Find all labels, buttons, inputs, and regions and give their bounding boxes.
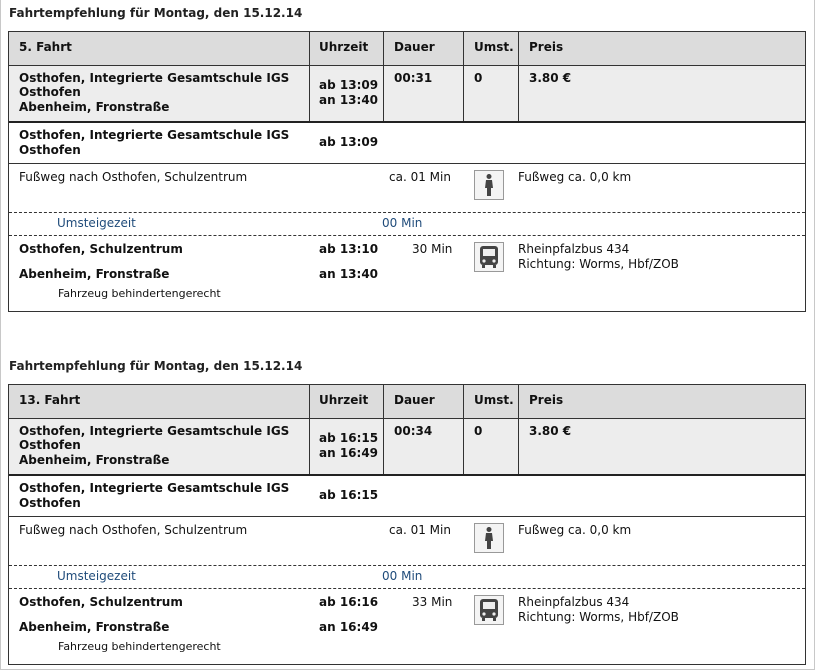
transfer-time: 00 Min <box>382 216 423 230</box>
walk-row <box>9 517 805 566</box>
start-time: ab 13:09 <box>319 135 379 149</box>
start-stop-row <box>9 476 805 517</box>
summary-duration: 00:31 <box>394 71 433 85</box>
start-stop-city: Osthofen <box>19 143 81 157</box>
walk-info: Fußweg ca. 0,0 km <box>518 170 632 184</box>
trip-summary[interactable] <box>9 419 805 476</box>
summary-departure: ab 13:09 <box>319 78 379 92</box>
trip-number: 13. Fahrt <box>19 393 81 407</box>
summary-from-city: Osthofen <box>19 438 81 452</box>
transfer-label: Umsteigezeit <box>57 569 136 583</box>
walk-text: Fußweg nach Osthofen, Schulzentrum <box>19 523 248 537</box>
walk-duration: ca. 01 Min <box>389 523 451 537</box>
summary-from: Osthofen, Integrierte Gesamtschule IGS <box>19 71 290 85</box>
accessibility-note: Fahrzeug behindertengerecht <box>58 640 221 653</box>
bus-arrival: an 16:49 <box>319 620 379 634</box>
bus-line: Rheinpfalzbus 434 <box>518 595 630 609</box>
summary-to: Abenheim, Fronstraße <box>19 100 170 114</box>
summary-arrival: an 13:40 <box>319 93 379 107</box>
header-umst: Umst. <box>474 393 514 407</box>
bus-direction: Richtung: Worms, Hbf/ZOB <box>518 610 679 624</box>
header-dauer: Dauer <box>394 393 435 407</box>
section-title: Fahrtempfehlung für Montag, den 15.12.14 <box>9 6 303 20</box>
summary-departure: ab 16:15 <box>319 431 379 445</box>
bus-duration: 33 Min <box>412 595 453 609</box>
summary-transfers: 0 <box>474 424 483 438</box>
bus-arrival: an 13:40 <box>319 267 379 281</box>
header-uhrzeit: Uhrzeit <box>319 40 369 54</box>
header-preis: Preis <box>529 393 564 407</box>
trip-number: 5. Fahrt <box>19 40 72 54</box>
transfer-time: 00 Min <box>382 569 423 583</box>
trip-summary[interactable] <box>9 66 805 123</box>
pedestrian-icon <box>474 170 504 200</box>
trip-header <box>9 385 805 419</box>
summary-to: Abenheim, Fronstraße <box>19 453 170 467</box>
bus-direction: Richtung: Worms, Hbf/ZOB <box>518 257 679 271</box>
bus-leg <box>9 236 805 311</box>
start-stop-row <box>9 123 805 164</box>
bus-departure: ab 16:16 <box>319 595 379 609</box>
bus-duration: 30 Min <box>412 242 453 256</box>
bus-icon <box>474 595 504 625</box>
bus-leg <box>9 589 805 664</box>
bus-from: Osthofen, Schulzentrum <box>19 595 183 609</box>
transfer-row <box>9 213 805 236</box>
bus-icon <box>474 242 504 272</box>
accessibility-note: Fahrzeug behindertengerecht <box>58 287 221 300</box>
summary-arrival: an 16:49 <box>319 446 379 460</box>
start-stop: Osthofen, Integrierte Gesamtschule IGS <box>19 128 290 142</box>
bus-to: Abenheim, Fronstraße <box>19 620 170 634</box>
summary-price: 3.80 € <box>529 71 572 85</box>
transfer-row <box>9 566 805 589</box>
start-stop-city: Osthofen <box>19 496 81 510</box>
section-title: Fahrtempfehlung für Montag, den 15.12.14 <box>9 359 303 373</box>
walk-row <box>9 164 805 213</box>
summary-price: 3.80 € <box>529 424 572 438</box>
start-time: ab 16:15 <box>319 488 379 502</box>
bus-to: Abenheim, Fronstraße <box>19 267 170 281</box>
header-preis: Preis <box>529 40 564 54</box>
summary-duration: 00:34 <box>394 424 433 438</box>
header-uhrzeit: Uhrzeit <box>319 393 369 407</box>
summary-from-city: Osthofen <box>19 85 81 99</box>
transfer-label: Umsteigezeit <box>57 216 136 230</box>
bus-departure: ab 13:10 <box>319 242 379 256</box>
summary-transfers: 0 <box>474 71 483 85</box>
walk-text: Fußweg nach Osthofen, Schulzentrum <box>19 170 248 184</box>
header-dauer: Dauer <box>394 40 435 54</box>
start-stop: Osthofen, Integrierte Gesamtschule IGS <box>19 481 290 495</box>
trip-card <box>8 31 806 312</box>
pedestrian-icon <box>474 523 504 553</box>
bus-line: Rheinpfalzbus 434 <box>518 242 630 256</box>
walk-info: Fußweg ca. 0,0 km <box>518 523 632 537</box>
trip-card <box>8 384 806 665</box>
summary-from: Osthofen, Integrierte Gesamtschule IGS <box>19 424 290 438</box>
header-umst: Umst. <box>474 40 514 54</box>
walk-duration: ca. 01 Min <box>389 170 451 184</box>
bus-from: Osthofen, Schulzentrum <box>19 242 183 256</box>
trip-header <box>9 32 805 66</box>
